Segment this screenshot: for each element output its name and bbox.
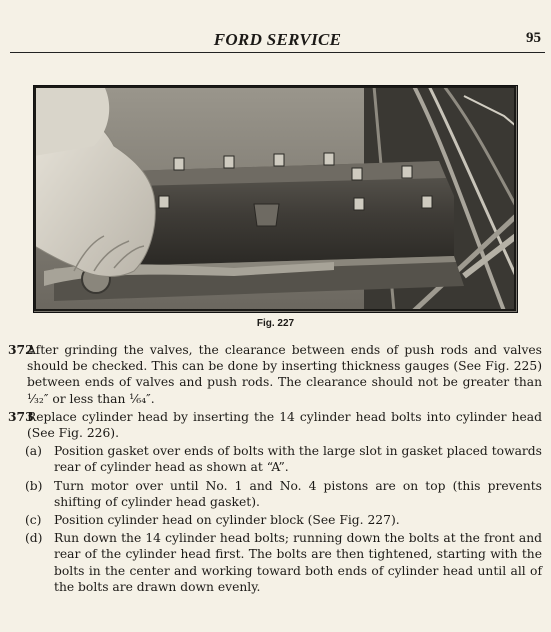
engine-cylinder-head-photo	[33, 85, 518, 313]
step-b	[8, 478, 542, 510]
step-d	[8, 530, 542, 595]
paragraph-372	[8, 342, 542, 407]
step-label: (d)	[25, 531, 43, 546]
step-label: (b)	[25, 478, 43, 493]
paragraph-number: 373	[8, 408, 34, 424]
paragraph-text: After grinding the valves, the clearance between ends of push rods and valves should be checked. This can be done by inserting thickness gauges (See Fig. 225) between ends of valves and push rods. The clearance should not be greater than ¹⁄₃₂″ or less than ¹⁄₆₄″.	[27, 343, 542, 406]
step-label: (c)	[25, 513, 42, 528]
step-a	[8, 443, 542, 475]
page-number: 95	[526, 30, 541, 46]
paragraph-373	[8, 409, 542, 441]
body-text	[8, 342, 542, 597]
step-label: (a)	[25, 444, 42, 459]
step-text: Position gasket over ends of bolts with the large slot in gasket placed towards rear of cylinder head as shown at “A”.	[54, 444, 542, 475]
page-header	[10, 26, 545, 53]
running-title: FORD SERVICE	[213, 30, 342, 49]
paragraph-text: Replace cylinder head by inserting the 14 cylinder head bolts into cylinder head (See Fig. 226).	[27, 409, 542, 441]
step-text: Turn motor over until No. 1 and No. 4 pistons are on top (this prevents shifting of cylinder head gasket).	[54, 478, 542, 509]
figure-caption: Fig. 227	[256, 318, 295, 329]
step-text: Run down the 14 cylinder head bolts; running down the bolts at the front and rear of the cylinder head first. The bolts are then tightened, starting with the bolts in the center and working toward both ends of cylinder head until all of the bolts are drawn down evenly.	[54, 531, 542, 594]
step-text: Position cylinder head on cylinder block (See Fig. 227).	[54, 513, 400, 528]
paragraph-number: 372	[8, 342, 34, 357]
step-c	[8, 512, 542, 528]
